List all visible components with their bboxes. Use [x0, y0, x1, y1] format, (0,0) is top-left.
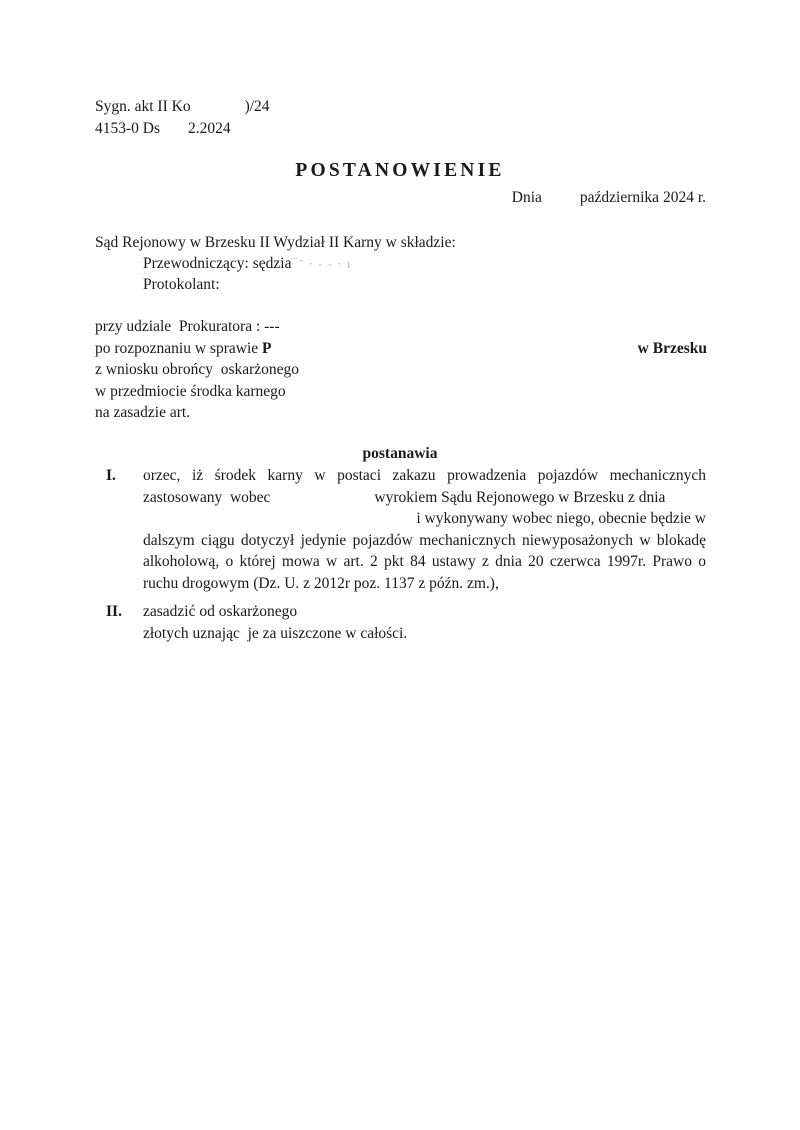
order-item-2-line-1: zasadzić od oskarżonego	[143, 603, 298, 620]
court-composition-block	[95, 232, 456, 295]
order-item-1-line-3	[143, 508, 706, 530]
order-item-1-line-2	[143, 487, 706, 509]
order-item-1	[106, 465, 706, 594]
date-prefix: Dnia	[511, 189, 542, 206]
order-item-2	[106, 601, 706, 644]
order-item-1-line-4: dalszym ciągu dotyczył jedynie pojazdów mechanicznych niewyposażonych w blokadę alkoholową, o której mowa w art. 2 pkt 84 ustawy z dnia 20 czerwca 1997r. Prawo o ruchu drogowym (Dz. U. z 2012r poz. 1137 z późn. zm.),	[143, 531, 706, 592]
case-recognition-line	[95, 338, 707, 360]
case-location-bold: w Brzesku	[637, 339, 707, 357]
order-item-2-numeral: II.	[106, 603, 122, 620]
presiding-judge-redaction-ghost: ¯ˉ · - - · ı	[291, 256, 352, 271]
order-item-1-line-2-tail: wyrokiem Sądu Rejonowego w Brzesku z dnia	[374, 488, 666, 506]
presiding-judge-row	[95, 253, 456, 274]
order-item-1-line-2-text: zastosowany wobec	[143, 488, 271, 506]
preamble-block	[95, 316, 707, 424]
case-signature-1-suffix: )/24	[244, 98, 270, 115]
motion-line: z wniosku obrońcy oskarżonego	[95, 361, 300, 378]
decides-heading: postanawia	[362, 445, 438, 462]
case-party-redaction-fragment: P	[262, 339, 272, 357]
case-signature-row-1	[95, 96, 270, 118]
case-recognition-prefix: po rozpoznaniu w sprawie	[95, 339, 259, 357]
date-line	[512, 189, 706, 207]
presiding-judge-label: Przewodniczący: sędzia	[143, 255, 292, 272]
case-signature-1-prefix: Sygn. akt II Ko	[95, 98, 191, 115]
legal-basis-line: na zasadzie art.	[95, 404, 191, 421]
order-item-1-line-3-text: i wykonywany wobec niego, obecnie będzie w	[416, 510, 706, 527]
case-signature-2-prefix: 4153-0 Ds	[95, 119, 161, 137]
case-signature-2-suffix: 2.2024	[188, 119, 231, 137]
prosecutor-line: przy udziale Prokuratora : ---	[95, 318, 280, 335]
order-item-2-line-2: złotych uznając je za uiszczone w całości.	[143, 624, 408, 642]
case-signature-block	[95, 96, 270, 139]
order-item-2-body	[143, 601, 706, 644]
subject-line: w przedmiocie środka karnego	[95, 382, 286, 400]
recorder-row: Protokolant:	[143, 276, 220, 293]
order-items-list	[106, 465, 706, 644]
case-signature-row-2	[95, 118, 270, 140]
order-item-1-body	[143, 465, 706, 594]
order-item-1-line-1: orzec, iż środek karny w postaci zakazu prowadzenia pojazdów mechanicznych	[143, 467, 706, 484]
document-title: POSTANOWIENIE	[295, 160, 505, 181]
date-suffix: października 2024 r.	[579, 189, 706, 206]
order-item-1-numeral: I.	[106, 467, 116, 484]
court-heading: Sąd Rejonowy w Brzesku II Wydział II Karny w składzie:	[95, 234, 456, 251]
